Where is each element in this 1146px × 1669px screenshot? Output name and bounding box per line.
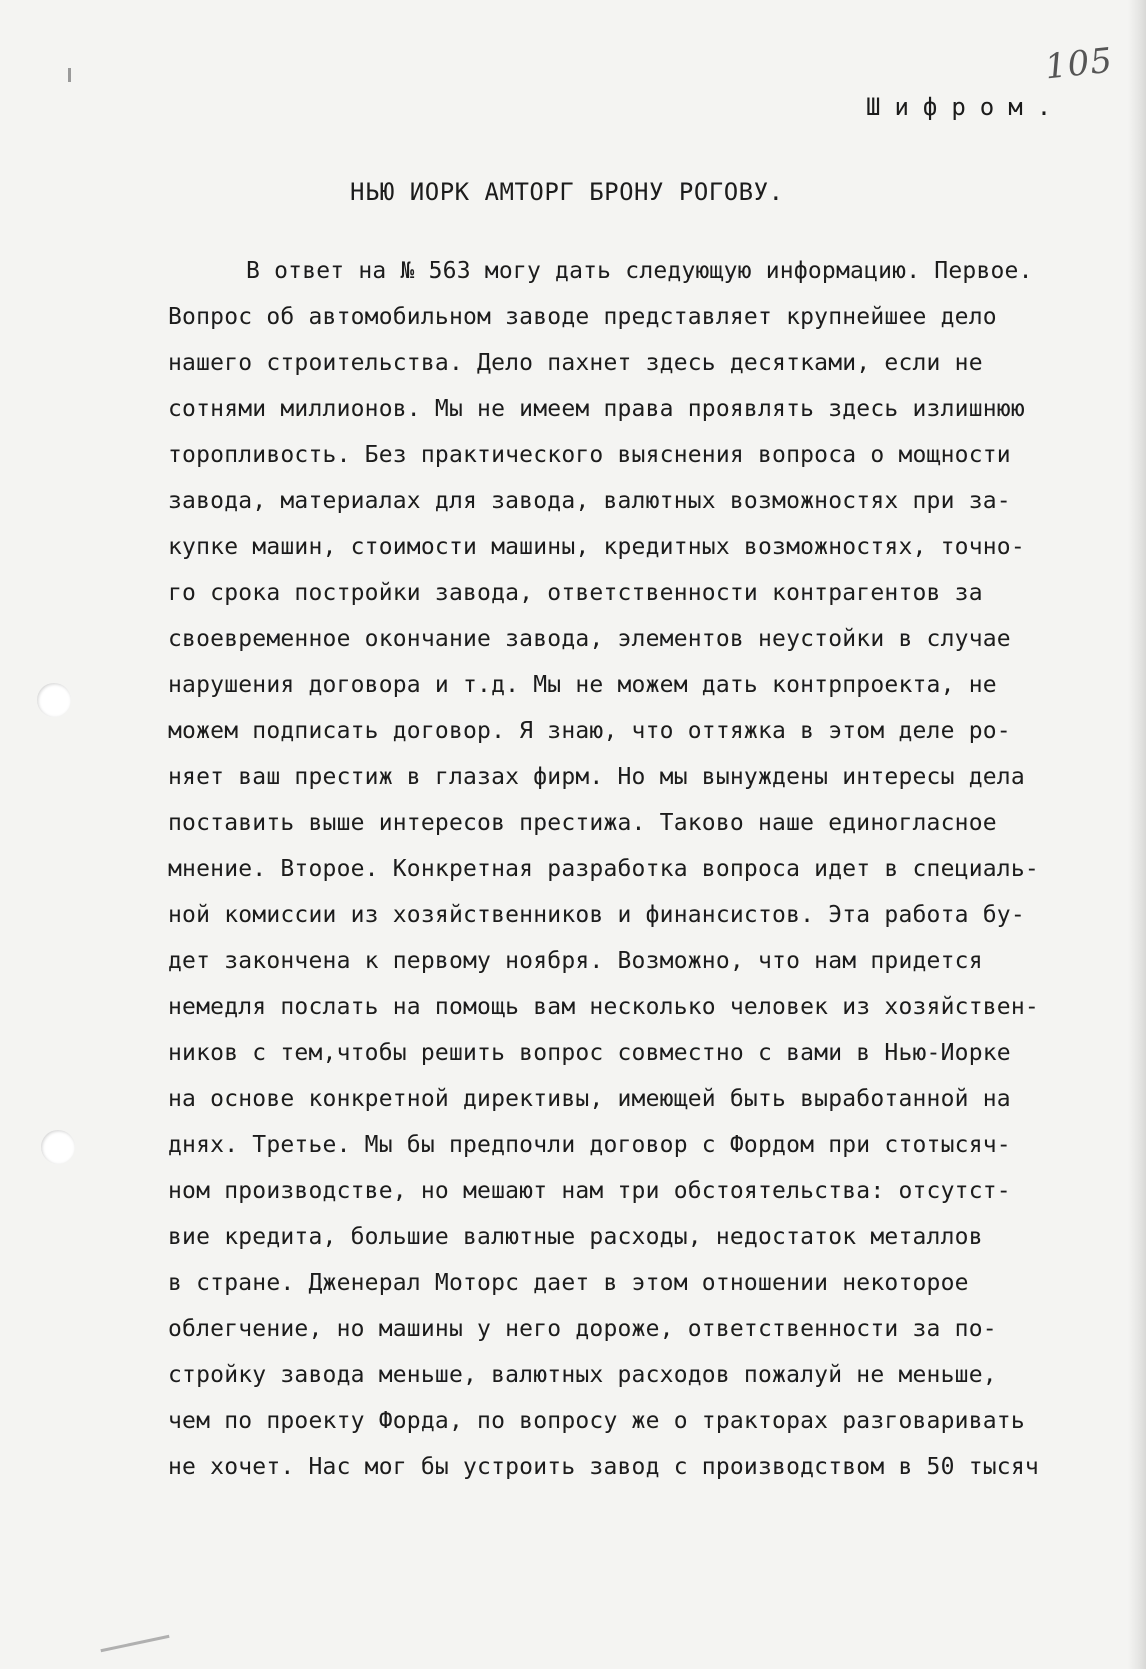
body-line: можем подписать договор. Я знаю, что оттяжка в этом деле ро- [168, 718, 1011, 744]
body-line: ников с тем,чтобы решить вопрос совместно с вами в Нью-Иорке [168, 1040, 1011, 1066]
body-line: своевременное окончание завода, элементов неустойки в случае [168, 626, 1011, 652]
body-line: облегчение, но машины у него дороже, ответственности за по- [168, 1316, 997, 1342]
body-line: В ответ на № 563 могу дать следующую информацию. Первое. [246, 258, 1033, 284]
body-line: нарушения договора и т.д. Мы не можем дать контрпроекта, не [168, 672, 997, 698]
body-line: чем по проекту Форда, по вопросу же о тракторах разговаривать [168, 1408, 1025, 1434]
body-line: торопливость. Без практического выяснения вопроса о мощности [168, 442, 1011, 468]
body-line: на основе конкретной директивы, имеющей быть выработанной на [168, 1086, 1011, 1112]
body-line: стройку завода меньше, валютных расходов пожалуй не меньше, [168, 1362, 997, 1388]
body-line: няет ваш престиж в глазах фирм. Но мы вынуждены интересы дела [168, 764, 1025, 790]
cipher-heading: Шифром. [866, 93, 1066, 121]
body-line: вие кредита, большие валютные расходы, недостаток металлов [168, 1224, 983, 1250]
body-line: не хочет. Нас мог бы устроить завод с производством в 50 тысяч [168, 1454, 1039, 1480]
punch-hole [41, 1130, 75, 1164]
bottom-margin-mark [100, 1635, 169, 1652]
body-line: немедля послать на помощь вам несколько человек из хозяйствен- [168, 994, 1039, 1020]
telegram-address: НЬЮ ИОРК АМТОРГ БРОНУ РОГОВУ. [350, 178, 784, 206]
body-line: Вопрос об автомобильном заводе представляет крупнейшее дело [168, 304, 997, 330]
body-line: в стране. Дженерал Моторс дает в этом отношении некоторое [168, 1270, 969, 1296]
body-line: мнение. Второе. Конкретная разработка вопроса идет в специаль- [168, 856, 1039, 882]
body-line: дет закончена к первому ноября. Возможно, что нам придется [168, 948, 983, 974]
margin-mark [68, 68, 71, 82]
body-line: го срока постройки завода, ответственности контрагентов за [168, 580, 983, 606]
page-edge-shadow [1128, 0, 1146, 1669]
body-line: купке машин, стоимости машины, кредитных возможностях, точно- [168, 534, 1025, 560]
punch-hole [37, 683, 71, 717]
body-line: поставить выше интересов престижа. Таково наше единогласное [168, 810, 997, 836]
body-line: завода, материалах для завода, валютных возможностях при за- [168, 488, 1011, 514]
body-line: ном производстве, но мешают нам три обстоятельства: отсутст- [168, 1178, 1011, 1204]
body-line: ной комиссии из хозяйственников и финансистов. Эта работа бу- [168, 902, 1025, 928]
body-line: сотнями миллионов. Мы не имеем права проявлять здесь излишнюю [168, 396, 1025, 422]
body-line: нашего строительства. Дело пахнет здесь десятками, если не [168, 350, 983, 376]
handwritten-page-number: 105 [1043, 40, 1115, 88]
telegram-body [168, 248, 1118, 1490]
body-line: днях. Третье. Мы бы предпочли договор с Фордом при стотысяч- [168, 1132, 1011, 1158]
